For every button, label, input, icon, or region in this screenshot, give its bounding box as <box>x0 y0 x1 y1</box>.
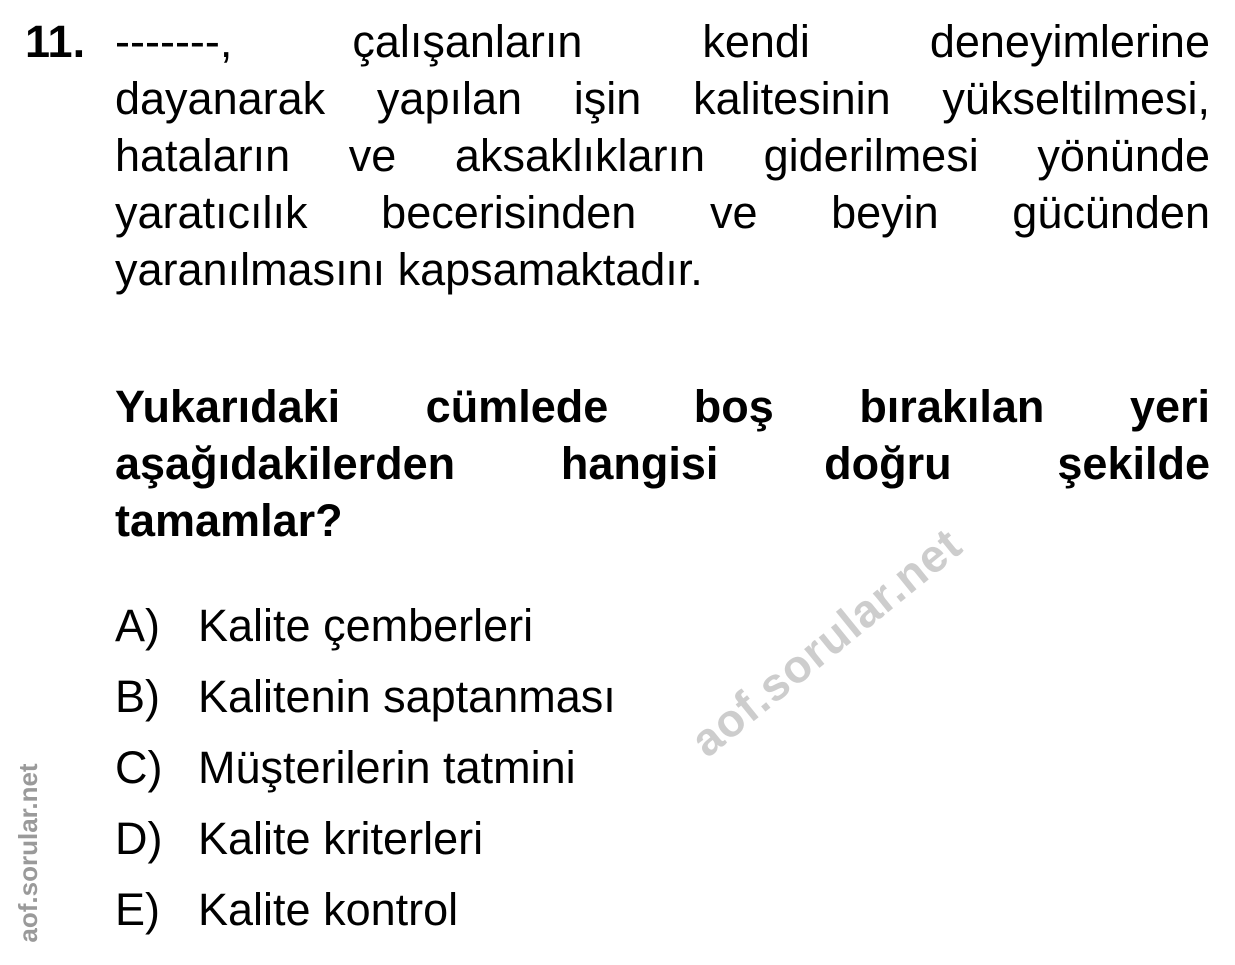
option-b-text: Kalitenin saptanması <box>198 671 616 722</box>
watermark-diagonal: aof.sorular.net <box>680 517 972 767</box>
option-e <box>115 884 1115 935</box>
question-body-line-1: -------, çalışanların kendi deneyimlerine <box>115 16 1210 67</box>
option-a-letter: A) <box>115 600 160 651</box>
question-number: 11. <box>25 16 86 67</box>
option-c-text: Müşterilerin tatmini <box>198 742 576 793</box>
option-e-letter: E) <box>115 884 160 935</box>
question-body-line-5: yaranılmasını kapsamaktadır. <box>115 244 703 295</box>
question-prompt-line-2: aşağıdakilerden hangisi doğru şekilde <box>115 438 1210 489</box>
options-list <box>115 600 1115 958</box>
question-body-line-4: yaratıcılık becerisinden ve beyin gücünden <box>115 187 1210 238</box>
option-b-letter: B) <box>115 671 160 722</box>
option-d <box>115 813 1115 864</box>
option-d-letter: D) <box>115 813 163 864</box>
option-c <box>115 742 1115 793</box>
question-prompt <box>115 378 1210 549</box>
option-a-text: Kalite çemberleri <box>198 600 534 651</box>
option-d-text: Kalite kriterleri <box>198 813 484 864</box>
option-e-text: Kalite kontrol <box>198 884 459 935</box>
option-c-letter: C) <box>115 742 163 793</box>
question-prompt-line-3: tamamlar? <box>115 495 343 546</box>
option-b <box>115 671 1115 722</box>
question-prompt-line-1: Yukarıdaki cümlede boş bırakılan yeri <box>115 381 1210 432</box>
watermark-vertical-left: aof.sorular.net <box>13 763 43 943</box>
question-body-line-2: dayanarak yapılan işin kalitesinin yükseltilmesi, <box>115 73 1210 124</box>
question-body-line-3: hataların ve aksaklıkların giderilmesi yönünde <box>115 130 1210 181</box>
option-a <box>115 600 1115 651</box>
question-body <box>115 13 1210 298</box>
